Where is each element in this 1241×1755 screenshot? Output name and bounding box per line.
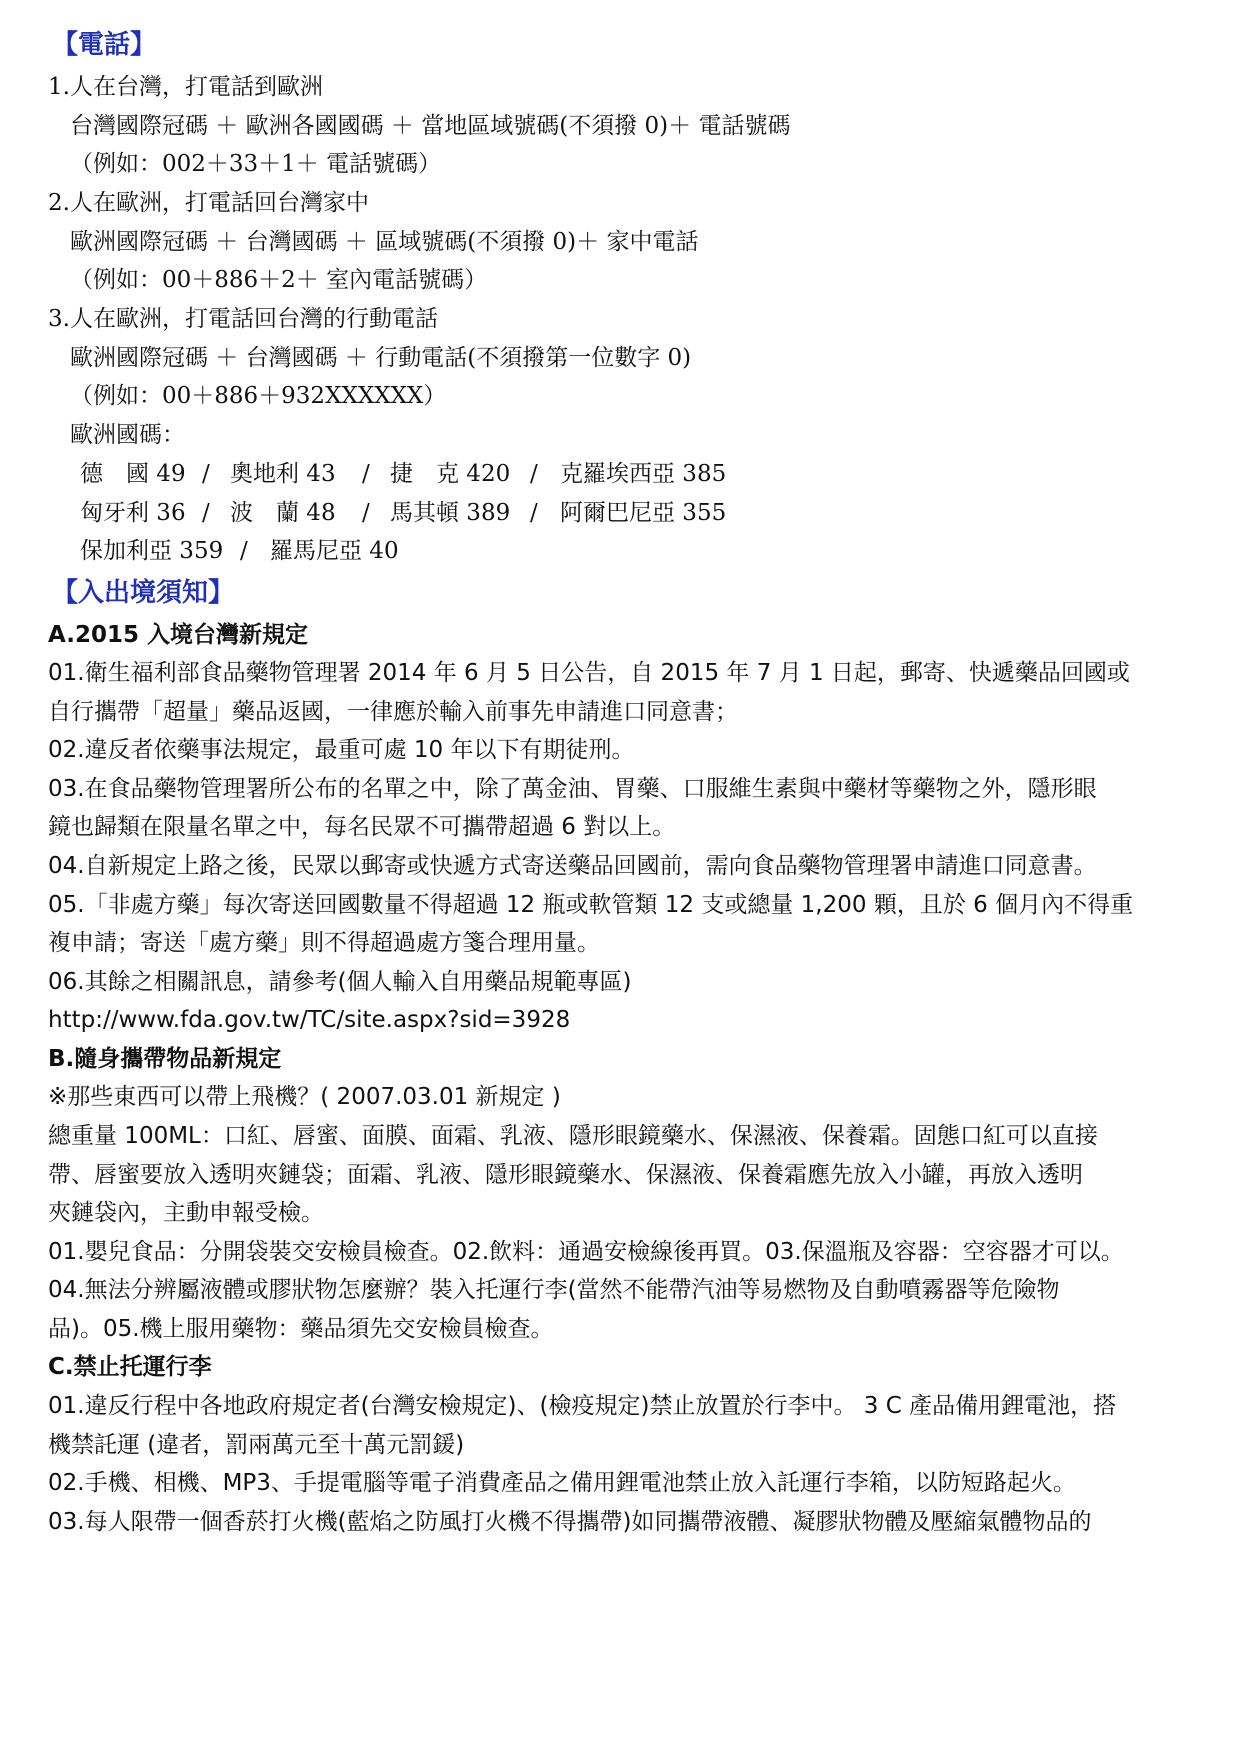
entry-heading: 【入出境須知】 bbox=[52, 578, 235, 608]
a-line-3: 02.違反者依藥事法規定，最重可處 10 年以下有期徒刑。 bbox=[48, 737, 635, 763]
a-line-1: 01.衛生福利部食品藥物管理署 2014 年 6 月 5 日公告，自 2015 年 7 月 1 日起，郵寄、快遞藥品回國或 bbox=[48, 660, 1130, 686]
separator: / bbox=[362, 500, 370, 526]
country-code: 馬其頓 389 bbox=[390, 500, 511, 526]
country-code: 阿爾巴尼亞 355 bbox=[560, 500, 727, 526]
fda-url: http://www.fda.gov.tw/TC/site.aspx?sid=3928 bbox=[48, 1007, 571, 1033]
country-code: 德 國 49 bbox=[80, 461, 186, 487]
b-line-5: 01.嬰兒食品：分開袋裝交安檢員檢查。02.飲料：通過安檢線後再買。03.保溫瓶及容器：空容器才可以。 bbox=[48, 1239, 1124, 1265]
c-line-3: 02.手機、相機、MP3、手提電腦等電子消費產品之備用鋰電池禁止放入託運行李箱，以防短路起火。 bbox=[48, 1470, 1076, 1496]
phone-line-2: 台灣國際冠碼 ＋ 歐洲各國國碼 ＋ 當地區域號碼(不須撥 0)＋ 電話號碼 bbox=[70, 113, 791, 139]
a-line-2: 自行攜帶「超量」藥品返國，一律應於輸入前事先申請進口同意書； bbox=[48, 699, 738, 725]
country-code: 奧地利 43 bbox=[230, 461, 336, 487]
phone-line-9: （例如：00＋886＋932XXXXXX） bbox=[70, 383, 447, 409]
phone-line-4: 2.人在歐洲，打電話回台灣家中 bbox=[48, 190, 369, 216]
separator: / bbox=[202, 461, 210, 487]
separator: / bbox=[530, 461, 538, 487]
country-codes-label: 歐洲國碼： bbox=[70, 422, 185, 448]
phone-line-1: 1.人在台灣，打電話到歐洲 bbox=[48, 74, 323, 100]
phone-line-8: 歐洲國際冠碼 ＋ 台灣國碼 ＋ 行動電話(不須撥第一位數字 0) bbox=[70, 345, 692, 371]
c-line-1: 01.違反行程中各地政府規定者(台灣安檢規定)、(檢疫規定)禁止放置於行李中。 3 C 產品備用鋰電池，搭 bbox=[48, 1393, 1117, 1419]
a-line-5: 鏡也歸類在限量名單之中，每名民眾不可攜帶超過 6 對以上。 bbox=[48, 814, 676, 840]
phone-line-7: 3.人在歐洲，打電話回台灣的行動電話 bbox=[48, 306, 438, 332]
subheading-a: A.2015 入境台灣新規定 bbox=[48, 622, 308, 648]
country-code: 波 蘭 48 bbox=[230, 500, 336, 526]
separator: / bbox=[362, 461, 370, 487]
c-line-4: 03.每人限帶一個香菸打火機(藍焰之防風打火機不得攜帶)如同攜帶液體、凝膠狀物體及壓縮氣體物品的 bbox=[48, 1509, 1092, 1535]
b-line-1: ※那些東西可以帶上飛機？( 2007.03.01 新規定 ) bbox=[48, 1084, 561, 1110]
a-line-7: 05.「非處方藥」每次寄送回國數量不得超過 12 瓶或軟管類 12 支或總量 1,200 顆，且於 6 個月內不得重 bbox=[48, 892, 1134, 918]
country-code: 捷 克 420 bbox=[390, 461, 511, 487]
phone-heading: 【電話】 bbox=[52, 30, 157, 60]
b-line-6: 04.無法分辨屬液體或膠狀物怎麼辦？裝入托運行李(當然不能帶汽油等易燃物及自動噴霧器等危險物 bbox=[48, 1277, 1060, 1303]
phone-line-3: （例如：002＋33＋1＋ 電話號碼） bbox=[70, 151, 442, 177]
country-code: 羅馬尼亞 40 bbox=[270, 538, 399, 564]
b-line-7: 品)。05.機上服用藥物：藥品須先交安檢員檢查。 bbox=[48, 1316, 554, 1342]
b-line-4: 夾鏈袋內，主動申報受檢。 bbox=[48, 1200, 324, 1226]
country-code: 保加利亞 359 bbox=[80, 538, 224, 564]
country-code: 匈牙利 36 bbox=[80, 500, 186, 526]
phone-line-5: 歐洲國際冠碼 ＋ 台灣國碼 ＋ 區域號碼(不須撥 0)＋ 家中電話 bbox=[70, 229, 699, 255]
a-line-6: 04.自新規定上路之後，民眾以郵寄或快遞方式寄送藥品回國前，需向食品藥物管理署申請進口同意書。 bbox=[48, 853, 1097, 879]
a-line-9: 06.其餘之相關訊息，請參考(個人輸入自用藥品規範專區) bbox=[48, 969, 632, 995]
b-line-2: 總重量 100ML：口紅、唇蜜、面膜、面霜、乳液、隱形眼鏡藥水、保濕液、保養霜。固態口紅可以直接 bbox=[48, 1123, 1098, 1149]
subheading-c: C.禁止托運行李 bbox=[48, 1354, 212, 1380]
separator: / bbox=[240, 538, 248, 564]
country-code: 克羅埃西亞 385 bbox=[560, 461, 727, 487]
b-line-3: 帶、唇蜜要放入透明夾鏈袋；面霜、乳液、隱形眼鏡藥水、保濕液、保養霜應先放入小罐，再放入透明 bbox=[48, 1162, 1083, 1188]
a-line-4: 03.在食品藥物管理署所公布的名單之中，除了萬金油、胃藥、口服維生素與中藥材等藥物之外，隱形眼 bbox=[48, 776, 1097, 802]
separator: / bbox=[202, 500, 210, 526]
a-line-8: 複申請；寄送「處方藥」則不得超過處方箋合理用量。 bbox=[48, 930, 600, 956]
separator: / bbox=[530, 500, 538, 526]
c-line-2: 機禁託運 (違者，罰兩萬元至十萬元罰鍰) bbox=[48, 1432, 465, 1458]
subheading-b: B.隨身攜帶物品新規定 bbox=[48, 1046, 282, 1072]
phone-line-6: （例如：00＋886＋2＋ 室內電話號碼） bbox=[70, 267, 488, 293]
